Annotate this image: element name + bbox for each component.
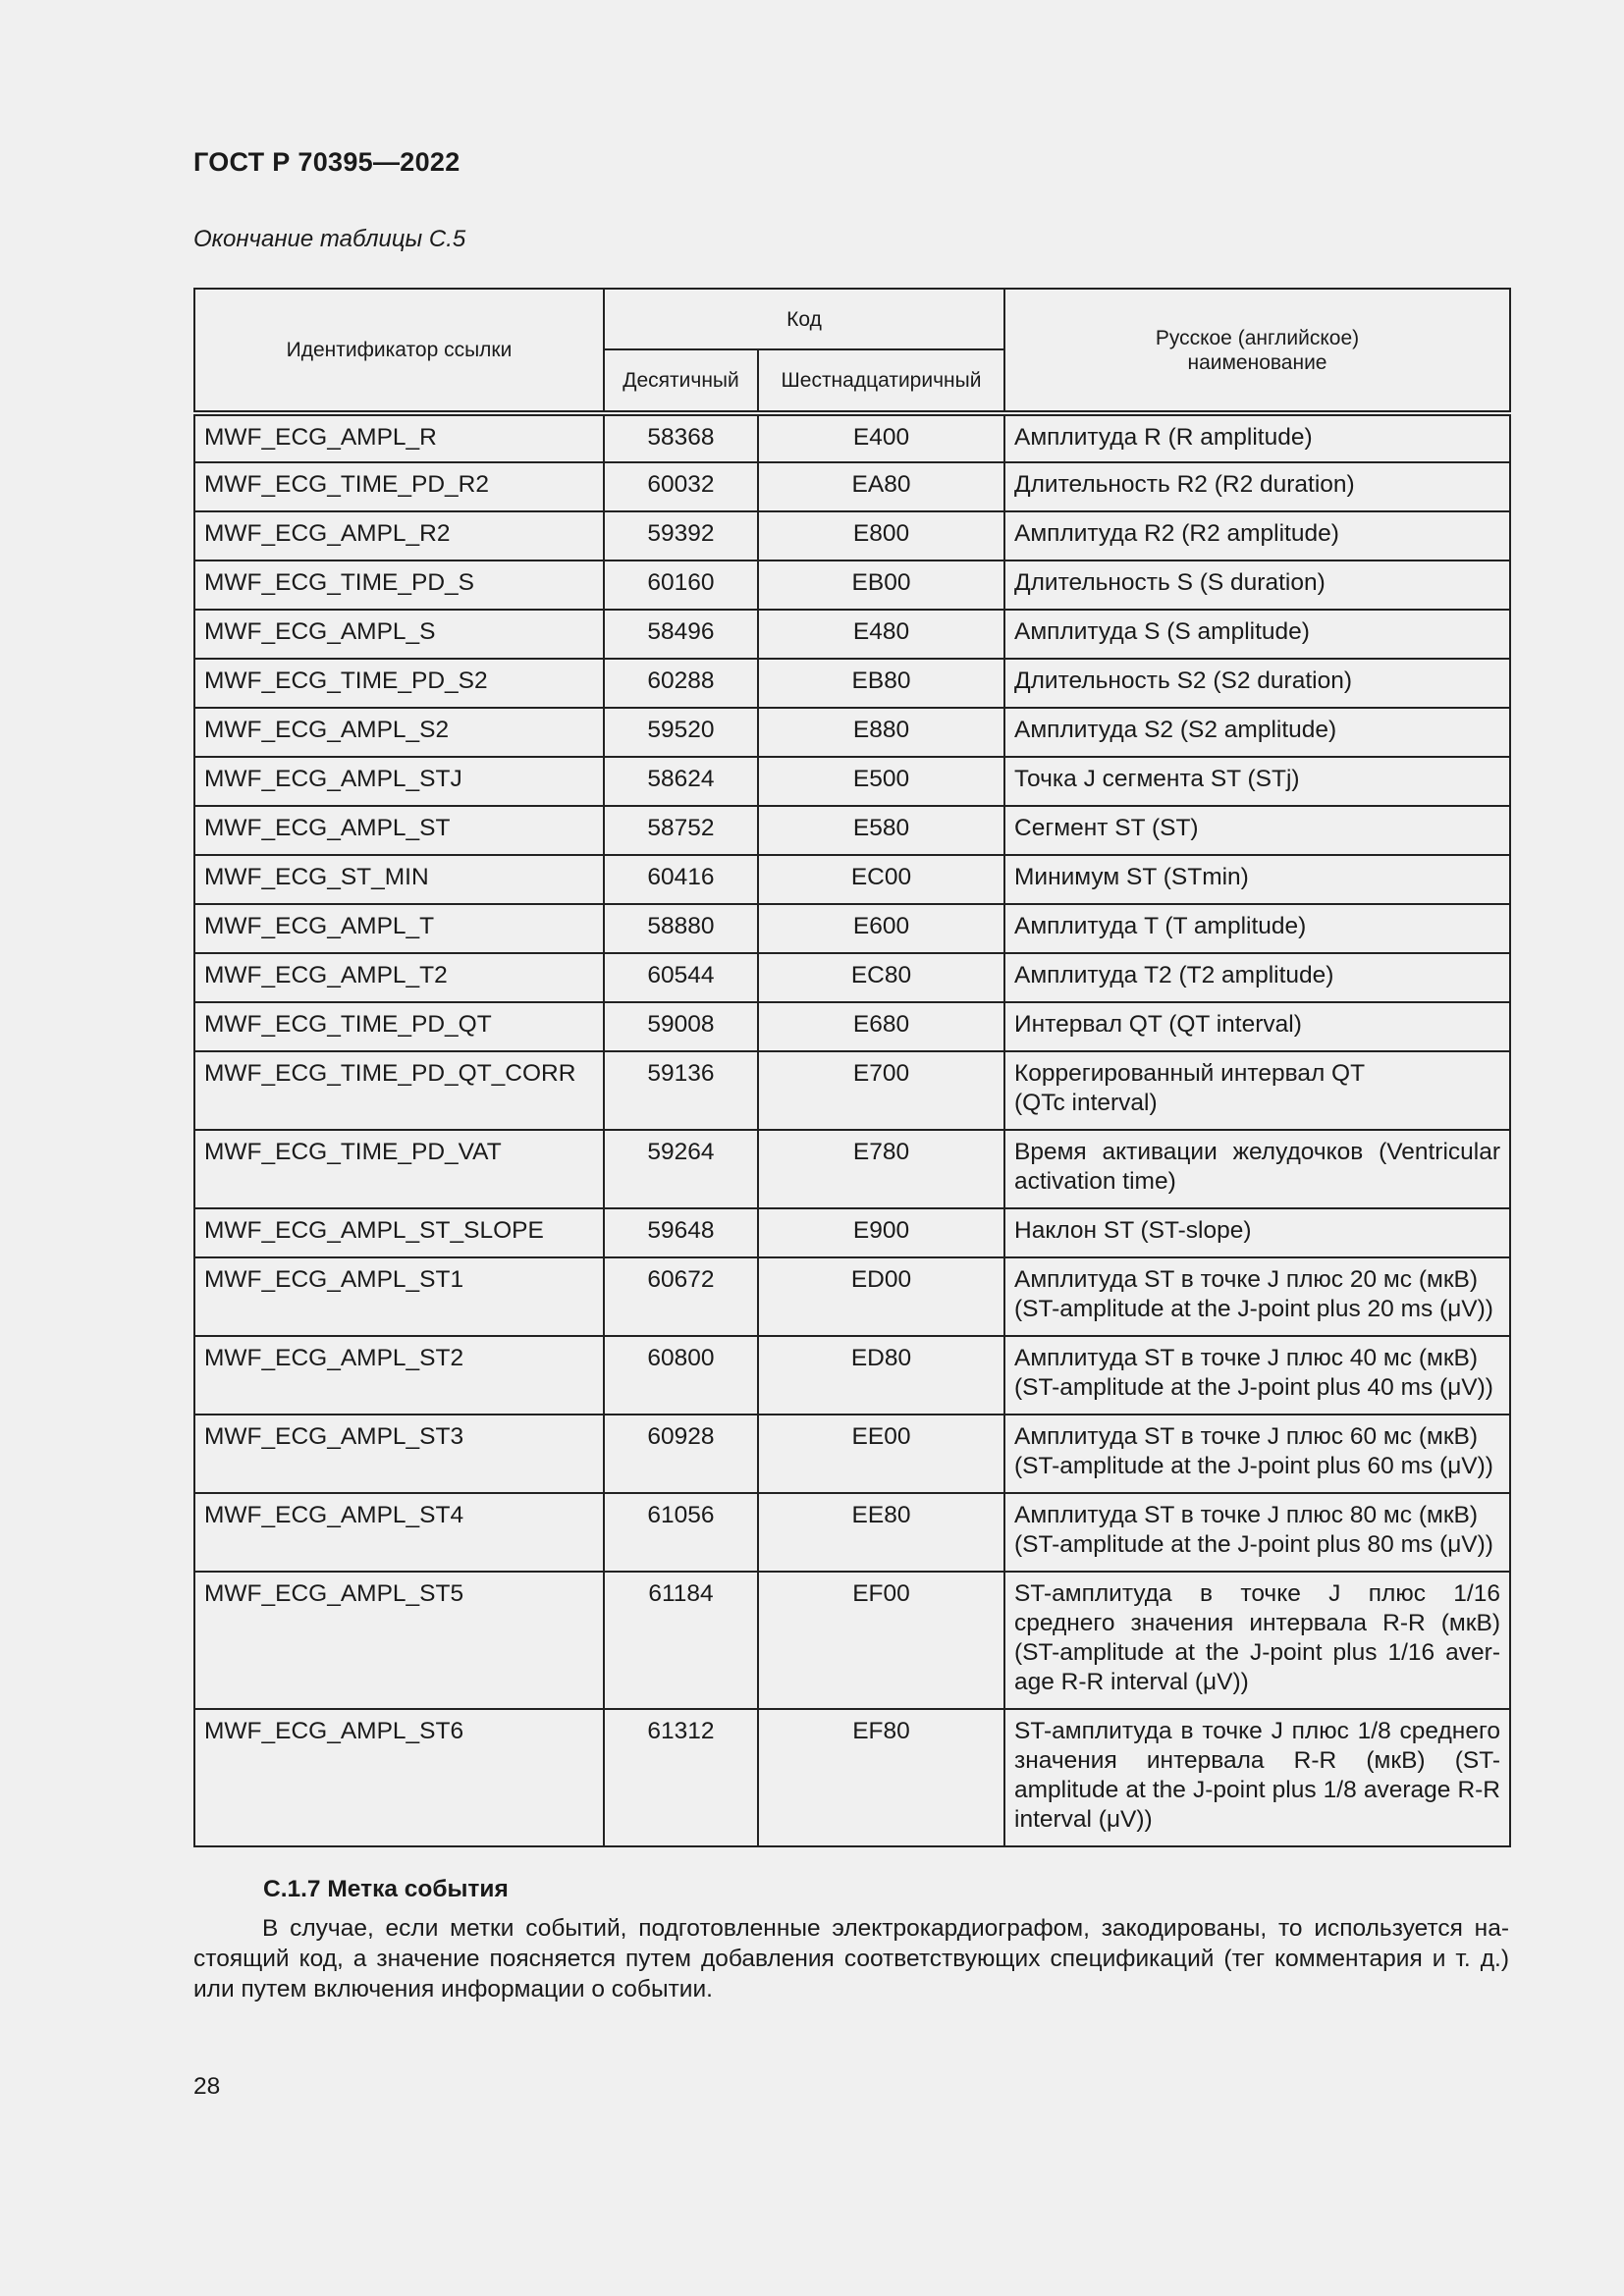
cell-identifier: MWF_ECG_AMPL_ST2 <box>194 1336 604 1415</box>
cell-hex: EE00 <box>758 1415 1004 1493</box>
cell-decimal: 60672 <box>604 1257 758 1336</box>
cell-identifier: MWF_ECG_AMPL_S <box>194 610 604 659</box>
cell-decimal: 60544 <box>604 953 758 1002</box>
table-row <box>194 561 1510 610</box>
cell-hex: EC00 <box>758 855 1004 904</box>
cell-name-line: Длительность S (S duration) <box>1014 569 1326 596</box>
cell-name <box>1004 708 1510 757</box>
table-row <box>194 1257 1510 1336</box>
cell-hex: ED00 <box>758 1257 1004 1336</box>
cell-decimal: 59008 <box>604 1002 758 1051</box>
table-row <box>194 1336 1510 1415</box>
cell-decimal: 59520 <box>604 708 758 757</box>
table-row <box>194 1709 1510 1846</box>
reference-table <box>193 288 1511 1847</box>
cell-identifier: MWF_ECG_AMPL_ST1 <box>194 1257 604 1336</box>
cell-name-line: Амплитуда T (T amplitude) <box>1014 913 1307 939</box>
table-row <box>194 659 1510 708</box>
section-title: С.1.7 Метка события <box>263 1876 509 1902</box>
cell-hex: EF00 <box>758 1572 1004 1709</box>
document-code: ГОСТ Р 70395—2022 <box>193 147 460 177</box>
cell-name-line: Амплитуда R (R amplitude) <box>1014 424 1313 451</box>
section-paragraph: В случае, если метки событий, подготовленные электрокардиографом, закодированы, то используется на-стоящий код, а значение поясняется путем добавления соответствующих спецификаций (тег комментария и т. д.) или путем включения информации о событии. <box>193 1915 1509 2002</box>
cell-decimal: 58624 <box>604 757 758 806</box>
table-row <box>194 1208 1510 1257</box>
cell-hex: E900 <box>758 1208 1004 1257</box>
cell-name <box>1004 855 1510 904</box>
cell-name-line: Амплитуда S2 (S2 amplitude) <box>1014 717 1337 743</box>
cell-identifier: MWF_ECG_AMPL_ST_SLOPE <box>194 1208 604 1257</box>
cell-name <box>1004 1257 1510 1336</box>
cell-name-line: (ST-amplitude at the J-point plus 40 ms (μV)) <box>1014 1374 1493 1401</box>
page-number: 28 <box>193 2073 221 2100</box>
cell-decimal: 58880 <box>604 904 758 953</box>
table-row <box>194 462 1510 511</box>
cell-hex: E800 <box>758 511 1004 561</box>
cell-hex: E580 <box>758 806 1004 855</box>
cell-name-line: (ST-amplitude at the J-point plus 60 ms (μV)) <box>1014 1453 1493 1479</box>
cell-name-line: Амплитуда T2 (T2 amplitude) <box>1014 962 1334 988</box>
cell-name-line: Амплитуда ST в точке J плюс 80 мс (мкВ) <box>1014 1502 1479 1528</box>
cell-name <box>1004 904 1510 953</box>
table-row <box>194 806 1510 855</box>
cell-hex: EA80 <box>758 462 1004 511</box>
table-row <box>194 610 1510 659</box>
table-row <box>194 708 1510 757</box>
table-row <box>194 1415 1510 1493</box>
cell-name <box>1004 561 1510 610</box>
cell-hex: E500 <box>758 757 1004 806</box>
cell-decimal: 60032 <box>604 462 758 511</box>
table-row <box>194 855 1510 904</box>
cell-name-line: Минимум ST (STmin) <box>1014 864 1249 890</box>
cell-name <box>1004 1002 1510 1051</box>
cell-name-line: ST-амплитуда в точке J плюс 1/8 среднего значения интервала R-R (мкВ) (ST-amplitude at the J-point plus 1/8 average R-R interval (μV)) <box>1014 1718 1500 1833</box>
cell-name-line: Коррегированный интервал QT <box>1014 1060 1366 1087</box>
cell-decimal: 60288 <box>604 659 758 708</box>
cell-name-line: Амплитуда S (S amplitude) <box>1014 618 1310 645</box>
cell-name <box>1004 1130 1510 1208</box>
cell-decimal: 61056 <box>604 1493 758 1572</box>
cell-identifier: MWF_ECG_AMPL_ST5 <box>194 1572 604 1709</box>
cell-name <box>1004 511 1510 561</box>
cell-name <box>1004 806 1510 855</box>
cell-identifier: MWF_ECG_TIME_PD_R2 <box>194 462 604 511</box>
cell-decimal: 61184 <box>604 1572 758 1709</box>
table-row <box>194 1130 1510 1208</box>
cell-hex: E400 <box>758 413 1004 462</box>
table-row <box>194 904 1510 953</box>
cell-name-line: Наклон ST (ST-slope) <box>1014 1217 1252 1244</box>
cell-name-line: ST-амплитуда в точке J плюс 1/16 среднего значения интервала R-R (мкВ) (ST-amplitude at the J-point plus 1/16 aver-age R-R interval (μV)) <box>1014 1580 1500 1695</box>
cell-hex: ED80 <box>758 1336 1004 1415</box>
cell-decimal: 58752 <box>604 806 758 855</box>
cell-name <box>1004 953 1510 1002</box>
cell-identifier: MWF_ECG_TIME_PD_S <box>194 561 604 610</box>
cell-identifier: MWF_ECG_TIME_PD_S2 <box>194 659 604 708</box>
cell-name <box>1004 1336 1510 1415</box>
cell-hex: EE80 <box>758 1493 1004 1572</box>
cell-decimal: 58496 <box>604 610 758 659</box>
cell-decimal: 59392 <box>604 511 758 561</box>
table-row <box>194 953 1510 1002</box>
cell-decimal: 60800 <box>604 1336 758 1415</box>
cell-identifier: MWF_ECG_AMPL_R <box>194 413 604 462</box>
cell-name <box>1004 610 1510 659</box>
table-row <box>194 757 1510 806</box>
cell-name-line: Амплитуда ST в точке J плюс 40 мс (мкВ) <box>1014 1345 1479 1371</box>
cell-decimal: 58368 <box>604 413 758 462</box>
cell-identifier: MWF_ECG_AMPL_ST <box>194 806 604 855</box>
cell-name <box>1004 1572 1510 1709</box>
table-row <box>194 413 1510 462</box>
cell-identifier: MWF_ECG_AMPL_ST3 <box>194 1415 604 1493</box>
cell-identifier: MWF_ECG_AMPL_S2 <box>194 708 604 757</box>
cell-name-line: Интервал QT (QT interval) <box>1014 1011 1302 1038</box>
cell-hex: E480 <box>758 610 1004 659</box>
cell-decimal: 59264 <box>604 1130 758 1208</box>
cell-name <box>1004 757 1510 806</box>
cell-hex: E780 <box>758 1130 1004 1208</box>
cell-name-line: Время активации желудочков (Ventricular activation time) <box>1014 1139 1500 1195</box>
cell-decimal: 61312 <box>604 1709 758 1846</box>
table-row <box>194 511 1510 561</box>
cell-decimal: 59136 <box>604 1051 758 1130</box>
cell-name-line: (QTc interval) <box>1014 1090 1158 1116</box>
table-body <box>194 413 1510 1846</box>
cell-decimal: 59648 <box>604 1208 758 1257</box>
cell-name-line: Амплитуда ST в точке J плюс 60 мс (мкВ) <box>1014 1423 1479 1450</box>
cell-name-line: Амплитуда ST в точке J плюс 20 мс (мкВ) <box>1014 1266 1479 1293</box>
cell-hex: EF80 <box>758 1709 1004 1846</box>
table-row <box>194 1051 1510 1130</box>
header-hex: Шестнадцатиричный <box>758 349 1004 413</box>
cell-hex: E700 <box>758 1051 1004 1130</box>
table-caption: Окончание таблицы С.5 <box>193 226 466 252</box>
cell-name-line: Длительность R2 (R2 duration) <box>1014 471 1355 498</box>
header-code: Код <box>604 289 1004 349</box>
cell-decimal: 60928 <box>604 1415 758 1493</box>
cell-identifier: MWF_ECG_TIME_PD_VAT <box>194 1130 604 1208</box>
cell-identifier: MWF_ECG_AMPL_ST6 <box>194 1709 604 1846</box>
cell-name <box>1004 1415 1510 1493</box>
cell-name <box>1004 1709 1510 1846</box>
header-decimal: Десятичный <box>604 349 758 413</box>
cell-name-line: Точка J сегмента ST (STj) <box>1014 766 1300 792</box>
cell-name <box>1004 1493 1510 1572</box>
cell-name <box>1004 1208 1510 1257</box>
cell-hex: E600 <box>758 904 1004 953</box>
cell-name-line: (ST-amplitude at the J-point plus 20 ms (μV)) <box>1014 1296 1493 1322</box>
cell-name-line: Амплитуда R2 (R2 amplitude) <box>1014 520 1339 547</box>
table-row <box>194 1493 1510 1572</box>
table-row <box>194 1572 1510 1709</box>
cell-hex: EB80 <box>758 659 1004 708</box>
header-name: Русское (английское) наименование <box>1004 289 1510 413</box>
cell-identifier: MWF_ECG_AMPL_T <box>194 904 604 953</box>
header-identifier: Идентификатор ссылки <box>194 289 604 413</box>
cell-name <box>1004 1051 1510 1130</box>
cell-identifier: MWF_ECG_ST_MIN <box>194 855 604 904</box>
cell-identifier: MWF_ECG_AMPL_R2 <box>194 511 604 561</box>
cell-name <box>1004 413 1510 462</box>
cell-identifier: MWF_ECG_TIME_PD_QT <box>194 1002 604 1051</box>
cell-hex: EC80 <box>758 953 1004 1002</box>
cell-identifier: MWF_ECG_AMPL_T2 <box>194 953 604 1002</box>
cell-name <box>1004 659 1510 708</box>
cell-name <box>1004 462 1510 511</box>
cell-decimal: 60160 <box>604 561 758 610</box>
cell-decimal: 60416 <box>604 855 758 904</box>
cell-name-line: (ST-amplitude at the J-point plus 80 ms (μV)) <box>1014 1531 1493 1558</box>
cell-hex: E880 <box>758 708 1004 757</box>
cell-identifier: MWF_ECG_TIME_PD_QT_CORR <box>194 1051 604 1130</box>
cell-identifier: MWF_ECG_AMPL_STJ <box>194 757 604 806</box>
cell-hex: E680 <box>758 1002 1004 1051</box>
cell-name-line: Длительность S2 (S2 duration) <box>1014 667 1352 694</box>
cell-hex: EB00 <box>758 561 1004 610</box>
cell-identifier: MWF_ECG_AMPL_ST4 <box>194 1493 604 1572</box>
table-row <box>194 1002 1510 1051</box>
cell-name-line: Сегмент ST (ST) <box>1014 815 1199 841</box>
